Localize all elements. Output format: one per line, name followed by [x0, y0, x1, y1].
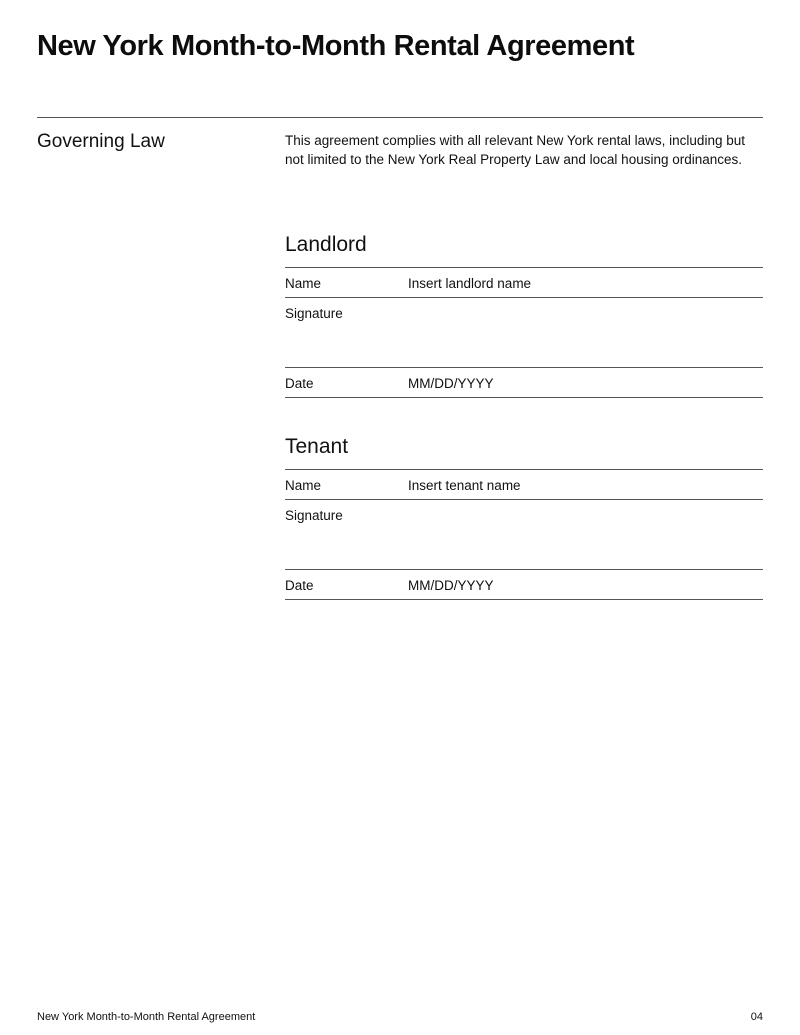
landlord-signature-row[interactable]: [285, 298, 763, 367]
table-divider: [285, 599, 763, 600]
tenant-date-label: Date: [285, 578, 314, 593]
governing-law-heading: Governing Law: [37, 131, 165, 152]
tenant-signature-table: [285, 469, 763, 600]
table-divider: [285, 397, 763, 398]
tenant-name-field[interactable]: Insert tenant name: [408, 478, 521, 493]
tenant-signature-row[interactable]: [285, 500, 763, 569]
landlord-name-label: Name: [285, 276, 322, 291]
landlord-heading: Landlord: [285, 233, 367, 256]
tenant-date-field[interactable]: MM/DD/YYYY: [408, 578, 494, 593]
landlord-date-label: Date: [285, 376, 314, 391]
landlord-signature-label: Signature: [285, 306, 343, 321]
tenant-heading: Tenant: [285, 435, 349, 458]
tenant-name-label: Name: [285, 478, 322, 493]
tenant-signature-label: Signature: [285, 508, 343, 523]
landlord-name-row: [285, 268, 763, 297]
landlord-signature-table: [285, 267, 763, 398]
header-divider: [37, 117, 763, 118]
footer-document-title: New York Month-to-Month Rental Agreement: [37, 1011, 256, 1023]
tenant-date-row: [285, 570, 763, 599]
landlord-date-row: [285, 368, 763, 397]
landlord-date-field[interactable]: MM/DD/YYYY: [408, 376, 494, 391]
footer-page-number: 04: [750, 1011, 763, 1023]
landlord-name-field[interactable]: Insert landlord name: [408, 276, 532, 291]
document-title: New York Month-to-Month Rental Agreement: [37, 30, 635, 62]
tenant-name-row: [285, 470, 763, 499]
governing-law-text: This agreement complies with all relevant New York rental laws, including but not limited to the New York Real Property Law and local housing ordinances.: [285, 133, 745, 167]
